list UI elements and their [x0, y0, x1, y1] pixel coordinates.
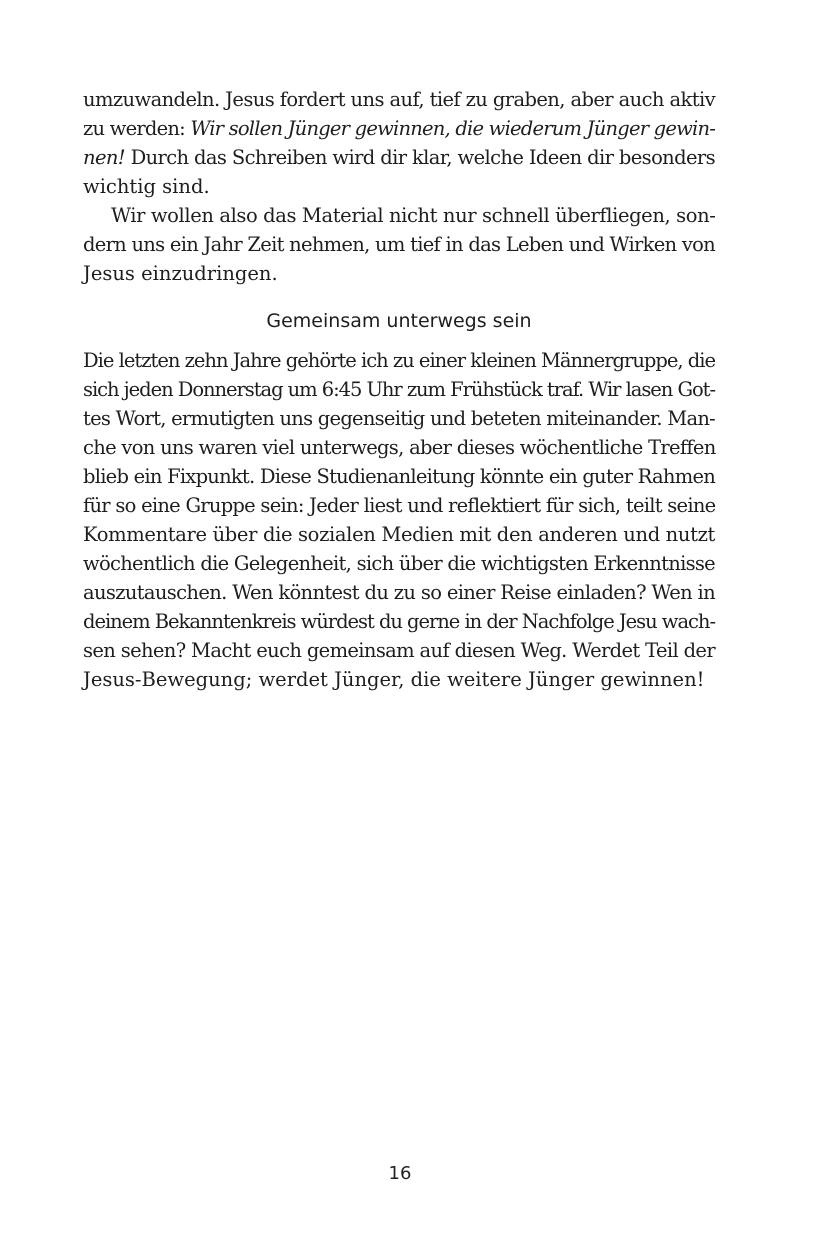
- text-line: dern uns ein Jahr Zeit nehmen, um tief in das Leben und Wirken von: [83, 233, 715, 256]
- text-line: tes Wort, ermutigten uns gegenseitig und beteten miteinander. Man-: [83, 407, 715, 430]
- text-fragment: Durch das Schreiben wird dir klar, welche Ideen dir besonders: [125, 146, 715, 169]
- text-line: blieb ein Fixpunkt. Diese Studienanleitung könnte ein guter Rahmen: [83, 465, 716, 488]
- text-line: Wir wollen also das Material nicht nur schnell überfliegen, son-: [111, 204, 716, 227]
- text-line: umzuwandeln. Jesus fordert uns auf, tief zu graben, aber auch aktiv: [83, 88, 716, 111]
- text-line: sich jeden Donnerstag um 6:45 Uhr zum Frühstück traf. Wir lasen Got-: [83, 378, 715, 401]
- emphasis-text: Wir sollen Jünger gewinnen, die wiederum Jünger gewin-: [190, 117, 716, 140]
- section-heading: Gemeinsam unterwegs sein: [266, 310, 532, 332]
- text-line: deinem Bekanntenkreis würdest du gerne in der Nachfolge Jesu wach-: [83, 610, 715, 633]
- text-fragment: zu werden:: [83, 117, 191, 140]
- text-line: wichtig sind.: [83, 175, 210, 198]
- paragraph-material: [83, 201, 715, 288]
- text-line: Jesus-Bewegung; werdet Jünger, die weitere Jünger gewinnen!: [83, 668, 705, 691]
- emphasis-text: nen!: [83, 146, 126, 169]
- paragraph-group: [83, 346, 715, 694]
- paragraph-intro: [83, 85, 715, 201]
- text-line: che von uns waren viel unterwegs, aber dieses wöchentliche Treffen: [83, 436, 716, 459]
- page-number: 16: [388, 1163, 412, 1184]
- text-line: Jesus einzudringen.: [83, 262, 278, 285]
- text-line: Kommentare über die sozialen Medien mit den anderen und nutzt: [83, 523, 716, 546]
- text-line: [83, 114, 715, 143]
- text-line: [83, 143, 715, 172]
- text-line: für so eine Gruppe sein: Jeder liest und reflektiert für sich, teilt seine: [83, 494, 716, 517]
- text-line: Die letzten zehn Jahre gehörte ich zu einer kleinen Männergruppe, die: [83, 349, 716, 372]
- text-line: auszutauschen. Wen könntest du zu so einer Reise einladen? Wen in: [83, 581, 716, 604]
- text-line: wöchentlich die Gelegenheit, sich über die wichtigsten Erkenntnisse: [83, 552, 715, 575]
- text-line: sen sehen? Macht euch gemeinsam auf diesen Weg. Werdet Teil der: [83, 639, 715, 662]
